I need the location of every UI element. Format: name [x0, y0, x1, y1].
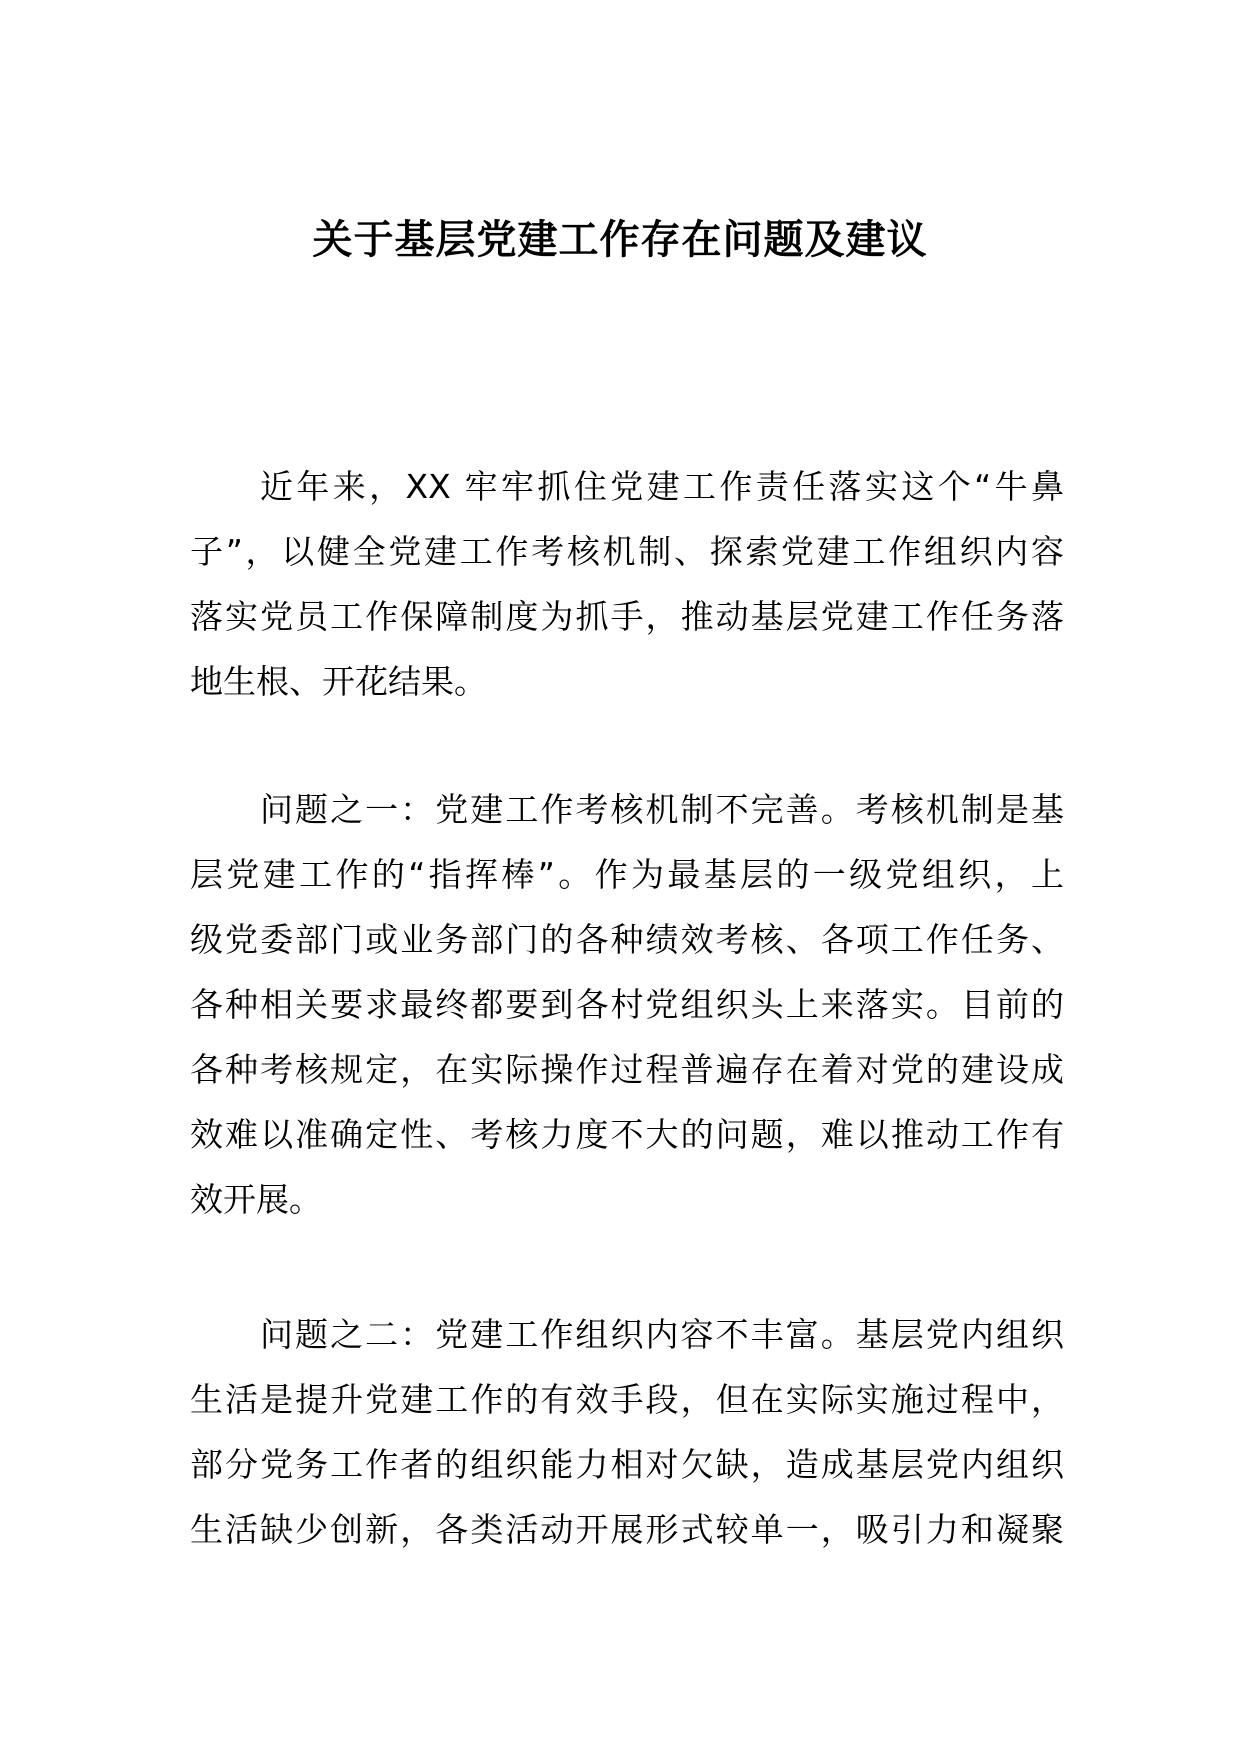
- text-line: 层党建工作的“指挥棒”。作为最基层的一级党组织，上: [190, 855, 1064, 894]
- text-line: 问题之二：党建工作组织内容不丰富。基层党内组织: [260, 1315, 1064, 1354]
- text-line: 问题之一：党建工作考核机制不完善。考核机制是基: [260, 790, 1064, 829]
- text-line: 落实党员工作保障制度为抓手，推动基层党建工作任务落: [190, 597, 1064, 636]
- document-title: 关于基层党建工作存在问题及建议: [312, 217, 928, 263]
- text-line: 级党委部门或业务部门的各种绩效考核、各项工作任务、: [190, 920, 1064, 959]
- text-line: 近年来，XX 牢牢抓住党建工作责任落实这个“牛鼻: [260, 467, 1064, 506]
- text-line: 各种考核规定，在实际操作过程普遍存在着对党的建设成: [190, 1050, 1064, 1089]
- text-line: 部分党务工作者的组织能力相对欠缺，造成基层党内组织: [190, 1445, 1064, 1484]
- text-line: 子”，以健全党建工作考核机制、探索党建工作组织内容: [190, 532, 1064, 571]
- text-line: 各种相关要求最终都要到各村党组织头上来落实。目前的: [190, 985, 1064, 1024]
- text-line: 生活缺少创新，各类活动开展形式较单一，吸引力和凝聚: [190, 1510, 1064, 1549]
- text-line: 效开展。: [190, 1180, 322, 1219]
- text-line: 效难以准确定性、考核力度不大的问题，难以推动工作有: [190, 1115, 1064, 1154]
- paragraph-problem-2: [190, 1302, 1064, 1562]
- text-line: 地生根、开花结果。: [190, 662, 487, 701]
- paragraph-problem-1: [190, 777, 1064, 1232]
- text-line: 生活是提升党建工作的有效手段，但在实际实施过程中，: [190, 1380, 1064, 1419]
- paragraph-intro: [190, 454, 1064, 714]
